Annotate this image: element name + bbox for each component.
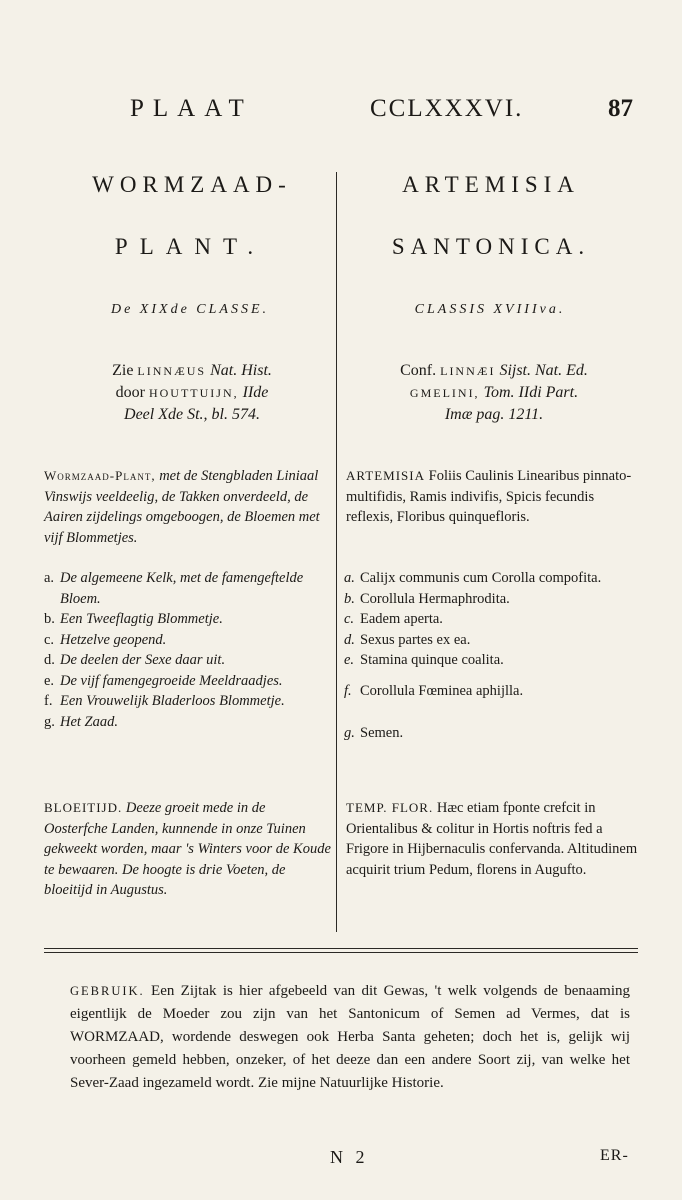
- list-item: [44, 609, 332, 630]
- temp-flor-text: Hæc etiam fponte crefcit in Orientalibus & colitur in Hortis noftris fed a Frigore in Hijbernaculis confervanda. Altitudinem acquirit trium Pedum, florens in Augufto.: [346, 800, 638, 878]
- item-text: De algemeene Kelk, met de famengeftelde Bloem.: [60, 570, 304, 607]
- list-item: [344, 609, 638, 630]
- left-reference: [52, 360, 332, 425]
- usage-paragraph: [70, 980, 630, 1095]
- gebruik-text: Een Zijtak is hier afgebeeld van dit Gewas, 't welk volgends de benaaming eigentlijk de Moeder zou zijn van het Santonicum of Semen ad Vermes, dat is WORMZAAD, wordende deswegen ook Herba Santa geheten; doch het is, gelijk wij voorheen gemeld hebben, onzeker, of het deeze dan een andere Soort zij, van welke het Sever-Zaad ingezameld wordt. Zie mijne Natuurlijke Historie.: [70, 983, 631, 1091]
- item-mark: f.: [344, 682, 352, 699]
- left-figure-list: [44, 568, 332, 732]
- list-item: [44, 671, 332, 692]
- list-item: [344, 681, 638, 702]
- item-mark: f.: [44, 693, 53, 709]
- list-item: [344, 723, 638, 744]
- item-mark: a.: [44, 570, 55, 586]
- list-item: [344, 568, 638, 589]
- item-mark: d.: [344, 631, 355, 648]
- item-mark: e.: [44, 672, 55, 689]
- item-text: Corollula Hermaphrodita.: [360, 590, 510, 607]
- list-item: [344, 630, 638, 651]
- right-class: CLASSIS XVIIIva.: [414, 302, 566, 317]
- item-text: Sexus partes ex ea.: [360, 631, 471, 648]
- ref-nat-hist: Nat. Hist.: [210, 362, 272, 379]
- item-mark: g.: [44, 713, 55, 730]
- item-mark: e.: [344, 652, 355, 668]
- right-reference: [344, 360, 644, 425]
- ref-gmelini: GMELINI,: [409, 386, 480, 400]
- item-mark: d.: [44, 652, 55, 668]
- ref-sijst: Sijst. Nat. Ed.: [499, 362, 588, 379]
- left-title-line1: WORMZAAD-: [92, 172, 292, 197]
- left-desc-text: met de Stengbladen Liniaal Vinswijs veeldeelig, de Takken onverdeeld, de Aairen zijdelings omgeboogen, de Bloemen met vijf Blommetjes.: [44, 468, 320, 546]
- item-mark: c.: [344, 611, 355, 627]
- list-item: [344, 650, 638, 671]
- right-title-line1: ARTEMISIA: [402, 172, 580, 197]
- item-text: Stamina quinque coalita.: [360, 652, 504, 668]
- page-number: 87: [608, 95, 633, 122]
- section-rule-top: [44, 948, 638, 949]
- ref-linnaeus: LINNÆUS: [137, 364, 207, 378]
- plate-header: [130, 95, 650, 135]
- left-flowering-note: [44, 798, 332, 901]
- right-flowering-note: [346, 798, 638, 880]
- ref-houttuijn: HOUTTUIJN,: [148, 386, 239, 400]
- item-text: Een Tweeflagtig Blommetje.: [60, 611, 223, 627]
- item-text: Het Zaad.: [60, 713, 118, 730]
- list-item: [44, 691, 332, 712]
- section-rule-bottom: [44, 952, 638, 953]
- item-text: Semen.: [360, 725, 404, 741]
- column-divider: [336, 172, 337, 932]
- item-mark: b.: [344, 590, 355, 607]
- item-text: De vijf famengegroeide Meeldraadjes.: [60, 672, 283, 689]
- right-desc-lead: ARTEMISIA: [346, 468, 425, 483]
- left-title-line2: PLANT.: [114, 234, 266, 259]
- item-text: Corollula Fœminea aphijlla.: [360, 682, 524, 699]
- ref-zie: Zie: [112, 362, 134, 379]
- item-mark: c.: [44, 631, 55, 648]
- list-item: [344, 589, 638, 610]
- item-text: De deelen der Sexe daar uit.: [60, 652, 226, 668]
- item-text: Hetzelve geopend.: [60, 631, 167, 648]
- right-description: [346, 466, 638, 528]
- plate-word: PLAAT: [130, 95, 253, 122]
- list-item: [44, 712, 332, 733]
- ref-conf: Conf.: [400, 362, 437, 379]
- plate-number-roman: CCLXXXVI.: [370, 95, 524, 122]
- catchword: ER-: [600, 1147, 629, 1164]
- bloeitijd-label: BLOEITIJD.: [44, 800, 123, 815]
- list-item: [44, 630, 332, 651]
- ref-linnaei: LINNÆI: [440, 364, 496, 378]
- left-description: [44, 466, 332, 548]
- ref-door: door: [115, 384, 145, 401]
- left-desc-lead: Wormzaad-Plant,: [44, 468, 156, 483]
- signature-mark: N 2: [330, 1147, 369, 1167]
- right-title-line2: SANTONICA.: [391, 234, 591, 259]
- list-item: [44, 568, 332, 609]
- item-mark: g.: [344, 725, 355, 741]
- ref-deel: IIde: [242, 384, 269, 401]
- bloeitijd-text: Deeze groeit mede in de Oosterfche Landen, kunnende in onze Tuinen gekweekt worden, maar 's Winters voor de Koude te bewaaren. De hoogte is drie Voeten, de bloeitijd in Augustus.: [44, 800, 331, 898]
- item-text: Eadem aperta.: [360, 611, 443, 627]
- ref-tom: Tom. IIdi Part.: [483, 384, 579, 401]
- left-class: De XIXde CLASSE.: [110, 302, 270, 317]
- ref-line3: Imæ pag. 1211.: [444, 406, 544, 423]
- item-mark: a.: [344, 570, 355, 586]
- item-text: Calijx communis cum Corolla compofita.: [360, 570, 602, 586]
- right-figure-list: [344, 568, 638, 744]
- temp-flor-label: TEMP. FLOR.: [346, 800, 434, 815]
- item-mark: b.: [44, 611, 55, 627]
- ref-line3: Deel Xde St., bl. 574.: [124, 406, 260, 423]
- gebruik-label: GEBRUIK.: [70, 984, 145, 998]
- list-item: [44, 650, 332, 671]
- right-desc-text: Foliis Caulinis Linearibus pinnato-multifidis, Ramis indivifis, Spicis fecundis reflexis, Floribus quinquefloris.: [346, 468, 632, 525]
- item-text: Een Vrouwelijk Bladerloos Blommetje.: [60, 693, 285, 709]
